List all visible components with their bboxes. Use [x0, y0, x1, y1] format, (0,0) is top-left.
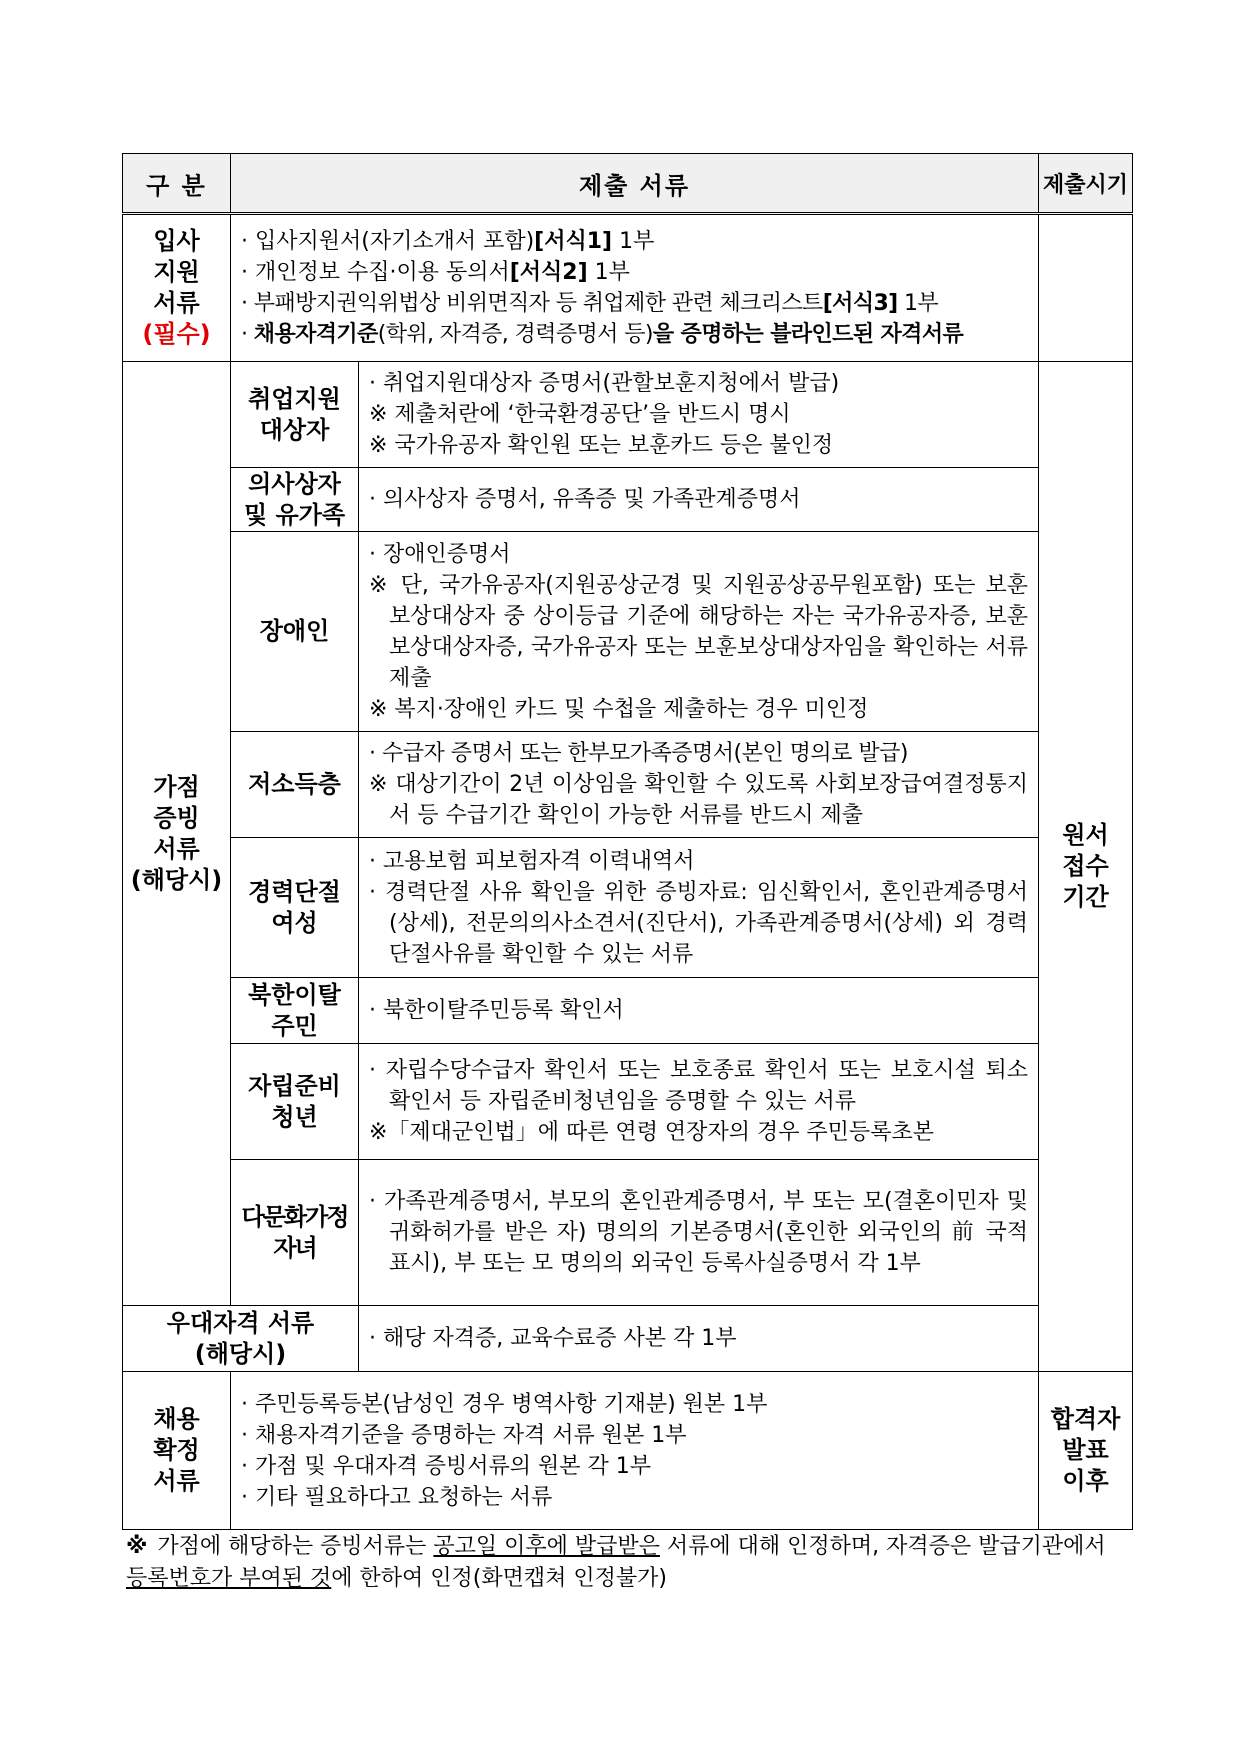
- header-category: 구 분: [123, 154, 231, 214]
- label-line: 서류: [153, 834, 200, 863]
- row-north-korean-defectors: [123, 978, 1133, 1044]
- label-line: 우대자격 서류: [166, 1308, 315, 1337]
- note-underlined: 등록번호가 부여된 것: [126, 1566, 332, 1591]
- subcategory-name: [231, 1044, 359, 1160]
- header-documents: 제출 서류: [231, 154, 1039, 214]
- list-item: [241, 226, 1028, 257]
- list-item: · 의사상자 증명서, 유족증 및 가족관계증명서: [369, 487, 801, 512]
- list-item: · 북한이탈주민등록 확인서: [369, 998, 624, 1023]
- section-application-documents: [123, 214, 1133, 362]
- section-label-bonus: [123, 362, 231, 1306]
- form-ref: [서식3]: [822, 291, 898, 316]
- label-line: (해당시): [130, 865, 223, 894]
- note-item: ※「제대군인법」에 따른 연령 연장자의 경우 주민등록초본: [369, 1120, 934, 1145]
- subcategory-name: [231, 532, 359, 732]
- confirmation-documents-list: [231, 1372, 1039, 1530]
- name-line: 취업지원: [248, 384, 341, 413]
- note-item: ※ 제출처란에 ‘한국환경공단’을 반드시 명시: [369, 402, 791, 427]
- section-label-application: [123, 214, 231, 362]
- name-line: 자녀: [273, 1233, 316, 1262]
- list-item: · 해당 자격증, 교육수료증 사본 각 1부: [369, 1326, 737, 1351]
- timing-application-period: [1039, 362, 1133, 1372]
- timing-line: 접수: [1062, 852, 1109, 880]
- item-bold: 을 증명하는 블라인드된 자격서류: [652, 322, 964, 347]
- name-line: 장애인: [259, 617, 330, 645]
- label-line: 지원: [153, 258, 200, 286]
- footnote: [126, 1531, 1130, 1595]
- name-line: 자립준비: [248, 1071, 341, 1100]
- name-line: 저소득층: [248, 770, 341, 798]
- subcategory-documents: [359, 838, 1039, 978]
- row-disabled: [123, 532, 1133, 732]
- list-item: · 취업지원대상자 증명서(관할보훈지청에서 발급): [369, 371, 840, 396]
- subcategory-name: [231, 1160, 359, 1306]
- timing-empty: [1039, 214, 1133, 362]
- preferential-documents-list: [359, 1306, 1039, 1372]
- table-header-row: [123, 154, 1133, 214]
- item-text: (학위, 자격증, 경력증명서 등): [377, 322, 653, 347]
- row-low-income: [123, 732, 1133, 838]
- label-line: 서류: [153, 289, 200, 317]
- timing-line: 발표: [1062, 1436, 1109, 1464]
- required-label: (필수): [142, 320, 211, 348]
- subcategory-documents: [359, 362, 1039, 468]
- note-mark: ※: [126, 1534, 148, 1559]
- label-line: 채용: [153, 1405, 200, 1433]
- note-text: 가점에 해당하는 증빙서류는: [157, 1534, 434, 1559]
- name-line: 여성: [271, 908, 318, 937]
- list-item: · 수급자 증명서 또는 한부모가족증명서(본인 명의로 발급): [369, 741, 908, 766]
- name-line: 청년: [271, 1102, 318, 1131]
- subcategory-name: [231, 732, 359, 838]
- section-preferential-documents: [123, 1306, 1133, 1372]
- list-item: · 주민등록등본(남성인 경우 병역사항 기재분) 원본 1부: [241, 1391, 768, 1417]
- name-line: 다문화가정: [241, 1202, 348, 1231]
- name-line: 경력단절: [248, 877, 341, 906]
- subcategory-name: [231, 362, 359, 468]
- item-text: · 부패방지권익위법상 비위면직자 등 취업제한 관련 체크리스트: [241, 291, 823, 316]
- note-item: ※ 국가유공자 확인원 또는 보훈카드 등은 불인정: [369, 433, 834, 458]
- name-line: 주민: [271, 1011, 318, 1040]
- subcategory-name: [231, 468, 359, 532]
- subcategory-documents: [359, 978, 1039, 1044]
- list-item: · 고용보험 피보험자격 이력내역서: [369, 848, 695, 874]
- item-text: 1부: [897, 291, 939, 316]
- timing-line: 합격자: [1050, 1405, 1121, 1433]
- label-line: 확정: [153, 1436, 200, 1464]
- list-item: · 기타 필요하다고 요청하는 서류: [241, 1484, 553, 1510]
- item-text: · 입사지원서(자기소개서 포함): [241, 229, 535, 254]
- name-line: 및 유가족: [243, 500, 346, 529]
- name-line: 북한이탈: [248, 980, 341, 1009]
- list-item: · 가점 및 우대자격 증빙서류의 원본 각 1부: [241, 1453, 651, 1479]
- timing-line: 원서: [1062, 821, 1109, 849]
- note-item: ※ 복지·장애인 카드 및 수첩을 제출하는 경우 미인정: [369, 696, 869, 722]
- subcategory-name: [231, 838, 359, 978]
- timing-line: 이후: [1062, 1467, 1109, 1495]
- item-text: 1부: [587, 260, 630, 285]
- row-employment-support: [123, 362, 1133, 468]
- bullet: ·: [241, 322, 254, 347]
- subcategory-name: [231, 978, 359, 1044]
- item-bold: 채용자격기준: [253, 322, 378, 347]
- subcategory-documents: [359, 468, 1039, 532]
- label-line: 서류: [153, 1467, 200, 1495]
- subcategory-documents: [359, 1160, 1039, 1306]
- list-item: [241, 288, 1028, 319]
- item-text: 1부: [612, 229, 655, 254]
- note-underlined: 공고일 이후에 발급받은: [433, 1534, 660, 1559]
- name-line: 대상자: [259, 415, 330, 444]
- section-label-confirmation: [123, 1372, 231, 1530]
- list-item: · 경력단절 사유 확인을 위한 증빙자료: 임신확인서, 혼인관계증명서(상세), 전문의의사소견서(진단서), 가족관계증명서(상세) 외 경력단절사유를 확인할 수 있는 서류: [369, 879, 1028, 967]
- label-line: 입사: [153, 227, 200, 255]
- form-ref: [서식2]: [509, 260, 588, 285]
- note-item: ※ 대상기간이 2년 이상임을 확인할 수 있도록 사회보장급여결정통지서 등 수급기간 확인이 가능한 서류를 반드시 제출: [369, 772, 1028, 828]
- item-text: · 개인정보 수집·이용 동의서: [241, 260, 510, 285]
- label-line: 가점: [153, 772, 200, 801]
- subcategory-documents: [359, 732, 1039, 838]
- list-item: · 채용자격기준을 증명하는 자격 서류 원본 1부: [241, 1422, 687, 1448]
- subcategory-documents: [359, 532, 1039, 732]
- note-text: 서류에 대해 인정하며, 자격증은 발급기관에서: [659, 1534, 1106, 1559]
- section-hiring-confirmation: [123, 1372, 1133, 1530]
- row-victims-family: [123, 468, 1133, 532]
- subcategory-documents: [359, 1044, 1039, 1160]
- label-line: 증빙: [153, 803, 200, 832]
- form-ref: [서식1]: [534, 229, 613, 254]
- list-item: [241, 257, 1028, 288]
- section-label-preferential: [123, 1306, 359, 1372]
- list-item: [241, 319, 1028, 350]
- label-line: (해당시): [194, 1339, 287, 1368]
- list-item: · 자립수당수급자 확인서 또는 보호종료 확인서 또는 보호시설 퇴소 확인서 등 자립준비청년임을 증명할 수 있는 서류: [369, 1058, 1028, 1114]
- timing-after-announcement: [1039, 1372, 1133, 1530]
- application-documents-list: [231, 214, 1039, 362]
- row-multicultural-children: [123, 1160, 1133, 1306]
- list-item: · 가족관계증명서, 부모의 혼인관계증명서, 부 또는 모(결혼이민자 및 귀화허가를 받은 자) 명의의 기본증명서(혼인한 외국인의 前 국적 표시), 부 또는 모 명의의 외국인 등록사실증명서 각 1부: [369, 1189, 1028, 1276]
- note-item: ※ 단, 국가유공자(지원공상군경 및 지원공상공무원포함) 또는 보훈 보상대상자 중 상이등급 기준에 해당하는 자는 국가유공자증, 보훈보상대상자증, 국가유공자 또는 보훈보상대상자임을 확인하는 서류 제출: [369, 572, 1028, 691]
- submission-documents-table: [122, 153, 1133, 1530]
- timing-line: 기간: [1062, 883, 1109, 911]
- row-self-reliance-youth: [123, 1044, 1133, 1160]
- document: [122, 153, 1132, 1530]
- row-career-break-women: [123, 838, 1133, 978]
- name-line: 의사상자: [248, 469, 341, 498]
- header-timing: 제출시기: [1039, 154, 1133, 214]
- note-text: 에 한하여 인정(화면캡쳐 인정불가): [331, 1566, 667, 1591]
- list-item: · 장애인증명서: [369, 541, 511, 567]
